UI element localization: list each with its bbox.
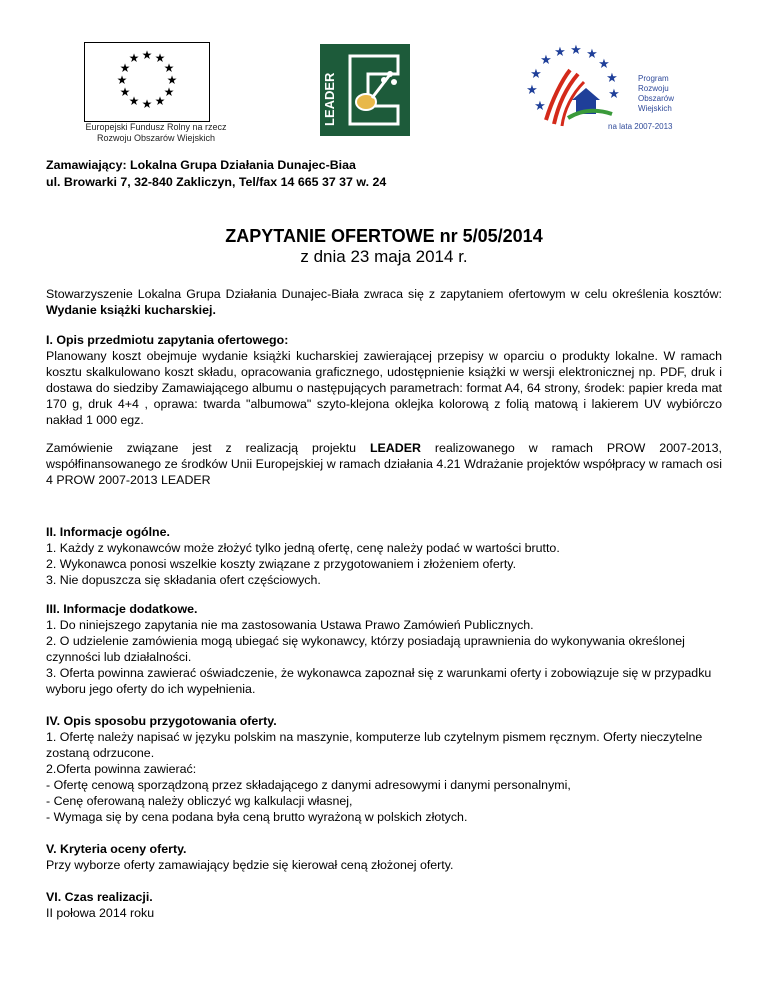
svg-text:★: ★ [608, 87, 620, 102]
svg-text:★: ★ [598, 57, 610, 72]
section-3-item: 1. Do niniejszego zapytania nie ma zastosowania Ustawa Prawo Zamówień Publicznych. [46, 618, 534, 632]
document-title: ZAPYTANIE OFERTOWE nr 5/05/2014 [225, 226, 543, 246]
prow-text [638, 74, 674, 114]
section-4-heading: IV. Opis sposobu przygotowania oferty. [46, 714, 277, 728]
section-4-item: 1. Ofertę należy napisać w języku polskim na maszynie, komputerze lub czytelnym pismem ręcznym. Oferty nieczytelne zostaną odrzucone. [46, 730, 703, 760]
project-text-a: Zamówienie związane jest z realizacją projektu [46, 441, 370, 455]
intro-bold: Wydanie książki kucharskiej. [46, 303, 216, 317]
svg-text:★: ★ [534, 99, 546, 114]
section-4-item: - Cenę oferowaną należy obliczyć wg kalkulacji własnej, [46, 794, 353, 808]
eu-caption-line1: Europejski Fundusz Rolny na rzecz [85, 122, 227, 132]
leader-label: LEADER [322, 72, 337, 126]
section-3-item: 3. Oferta powinna zawierać oświadczenie, że wykonawca zapoznał się z warunkami oferty i zobowiązuje się w przypadku wyboru jego oferty do ich wypełnienia. [46, 666, 712, 696]
svg-text:★: ★ [526, 83, 538, 98]
svg-text:★: ★ [119, 85, 131, 99]
project-bold: LEADER [369, 441, 421, 455]
svg-text:★: ★ [530, 67, 542, 82]
section-2-item: 1. Każdy z wykonawców może złożyć tylko jedną ofertę, cenę należy podać w wartości brutto. [46, 541, 560, 555]
section-2 [46, 524, 722, 588]
intro-paragraph [46, 286, 722, 318]
svg-text:★: ★ [128, 94, 140, 108]
section-2-item: 3. Nie dopuszcza się składania ofert częściowych. [46, 573, 321, 587]
section-3-item: 2. O udzielenie zamówienia mogą ubiegać się wykonawcy, którzy posiadają uprawnienia do wykonywania określonej czynności lub działalności. [46, 634, 685, 664]
section-3-heading: III. Informacje dodatkowe. [46, 602, 198, 616]
section-2-heading: II. Informacje ogólne. [46, 525, 170, 539]
svg-text:★: ★ [128, 51, 140, 65]
svg-text:★: ★ [540, 53, 552, 68]
eu-logo [76, 42, 236, 142]
svg-text:★: ★ [119, 61, 131, 75]
section-1-heading: I. Opis przedmiotu zapytania ofertowego: [46, 333, 289, 347]
section-4 [46, 713, 722, 825]
eu-caption [76, 122, 236, 144]
intro-text: Stowarzyszenie Lokalna Grupa Działania Dunajec-Biała zwraca się z zapytaniem ofertowym w celu określenia kosztów: [46, 287, 722, 301]
ordering-party-line1: Zamawiający: Lokalna Grupa Działania Dunajec-Biaa [46, 158, 356, 172]
section-1 [46, 332, 722, 428]
prow-line3: Obszarów [638, 94, 675, 103]
prow-years: na lata 2007-2013 [608, 122, 673, 131]
svg-text:★: ★ [586, 47, 598, 62]
svg-text:★: ★ [141, 97, 153, 111]
svg-text:★: ★ [116, 73, 128, 87]
document-date: z dnia 23 maja 2014 r. [300, 247, 468, 266]
section-3 [46, 601, 722, 697]
svg-text:★: ★ [570, 43, 582, 58]
svg-text:★: ★ [554, 45, 566, 60]
section-4-item: 2.Oferta powinna zawierać: [46, 762, 197, 776]
prow-line4: Wiejskich [638, 104, 672, 113]
prow-logo [512, 40, 712, 140]
svg-text:★: ★ [163, 85, 175, 99]
ordering-party [46, 157, 386, 191]
section-2-item: 2. Wykonawca ponosi wszelkie koszty związane z przygotowaniem i złożeniem oferty. [46, 557, 517, 571]
project-text-b: realizowanego w ramach PROW 2007-2013, współfinansowanego ze środków Unii Europejskiej w ramach działania 4.21 Wdrażanie projektów współpracy w ramach osi 4 PROW 2007-2013 LEADER [46, 441, 723, 487]
svg-text:★: ★ [141, 48, 153, 62]
eu-flag-icon [84, 42, 210, 122]
section-5-heading: V. Kryteria oceny oferty. [46, 842, 187, 856]
svg-text:★: ★ [606, 71, 618, 86]
prow-line2: Rozwoju [638, 84, 669, 93]
section-4-item: - Wymaga się by cena podana była ceną brutto wyrażoną w polskich złotych. [46, 810, 468, 824]
section-5-body: Przy wyborze oferty zamawiający będzie się kierował ceną złożonej oferty. [46, 858, 454, 872]
svg-text:★: ★ [154, 51, 166, 65]
prow-line1: Program [638, 74, 669, 83]
section-6-heading: VI. Czas realizacji. [46, 890, 153, 904]
ordering-party-line2: ul. Browarki 7, 32-840 Zakliczyn, Tel/fax 14 665 37 37 w. 24 [46, 175, 387, 189]
svg-text:★: ★ [154, 94, 166, 108]
section-1-body: Planowany koszt obejmuje wydanie książki kucharskiej zawierającej przepisy w oparciu o produkty lokalne. W ramach kosztu skalkulowano koszt składu, opracowania graficznego, udostępnienie książki w wersji elektronicznej np. PDF, druk i dostawa do siedziby Zamawiającego albumu o następujących parametrach: format A4, 64 strony, środek: papier kreda mat 170 g, druk 4+4 , oprawa: twarda "albumowa" szyto-klejona oklejka kolorową z folią matową i lakierem UV wybiórczo nakład 1 000 egz. [46, 349, 722, 427]
leader-logo [320, 44, 410, 136]
section-1-project [46, 440, 722, 488]
section-6-body: II połowa 2014 roku [46, 906, 155, 920]
section-6 [46, 889, 722, 921]
svg-text:★: ★ [163, 61, 175, 75]
section-5 [46, 841, 722, 873]
section-4-item: - Ofertę cenową sporządzoną przez składającego z danymi adresowymi i danymi personalnymi, [46, 778, 571, 792]
svg-text:★: ★ [166, 73, 178, 87]
eu-caption-line2: Rozwoju Obszarów Wiejskich [96, 133, 216, 143]
